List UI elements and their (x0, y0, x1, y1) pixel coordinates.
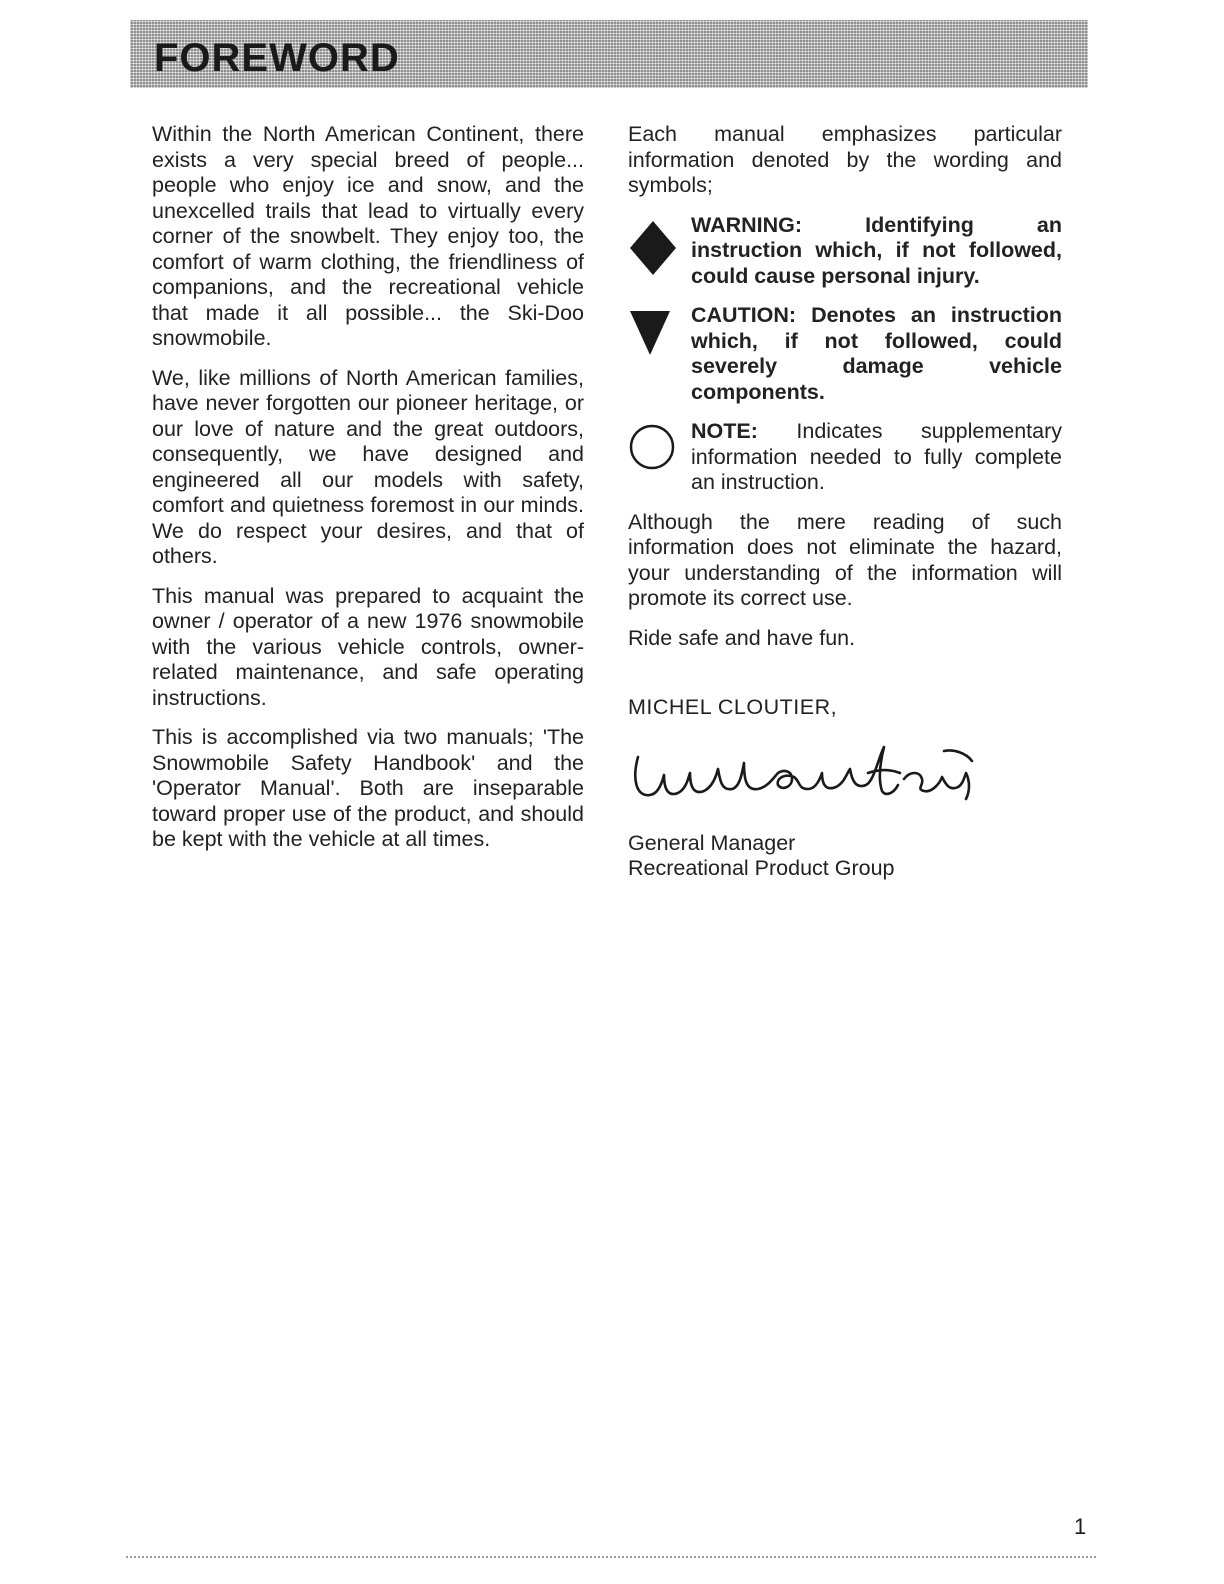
closing-paragraph: Although the mere reading of such information does not eliminate the hazard, your understanding of the information will promote its correct use. (628, 509, 1062, 610)
warning-text: Identifying an instruction which, if not followed, could cause personal injury. (691, 212, 1062, 288)
header-band (130, 20, 1088, 88)
two-manuals-paragraph: This is accomplished via two manuals; 'The Snowmobile Safety Handbook' and the 'Operator Manual'. Both are inseparable toward proper use of the product, and should be kept with the vehicle at all times. (152, 725, 584, 851)
intro-paragraph: Within the North American Continent, there exists a very special breed of people... people who enjoy ice and snow, and the unexcelled trails that lead to virtually every corner of the snowbelt. They enjoy too, the comfort of warm clothing, the friendliness of companions, and the recreational vehicle that made it all possible... the Ski-Doo snowmobile. (152, 122, 584, 350)
diamond-icon (628, 217, 678, 279)
page-title: FOREWORD (154, 36, 400, 80)
signatory-title: General Manager (628, 830, 796, 855)
caution-notice (628, 303, 1062, 405)
circle-icon (628, 423, 678, 473)
warning-notice (628, 213, 1062, 290)
triangle-down-icon (628, 307, 672, 359)
sign-off-line: Ride safe and have fun. (628, 625, 856, 650)
note-notice (628, 419, 1062, 496)
left-column (152, 122, 584, 867)
signatory-group: Recreational Product Group (628, 856, 895, 880)
bottom-divider (126, 1556, 1096, 1558)
note-text: Indicates supplementary information needed to fully complete an instruction. (691, 419, 1062, 494)
signatory-name: MICHEL CLOUTIER, (628, 695, 838, 719)
heritage-paragraph: We, like millions of North American families, have never forgotten our pioneer heritage, or our love of nature and the great outdoors, consequently, we have designed and engineered all our models with safety, comfort and quietness foremost in our minds. We do respect your desires, and that of others. (152, 365, 584, 568)
manual-purpose-paragraph: This manual was prepared to acquaint the owner / operator of a new 1976 snowmobile with the various vehicle controls, owner-related maintenance, and safe operating instructions. (152, 583, 584, 710)
caution-label: CAUTION: (691, 303, 797, 327)
page-number: 1 (1074, 1514, 1087, 1539)
symbols-intro-paragraph: Each manual emphasizes particular information denoted by the wording and symbols; (628, 122, 1062, 197)
note-label: NOTE: (691, 419, 758, 443)
signature-image (628, 739, 988, 809)
warning-label: WARNING: (691, 212, 803, 237)
right-column (628, 122, 1062, 882)
caution-text: Denotes an instruction which, if not followed, could severely damage vehicle components. (691, 303, 1062, 404)
